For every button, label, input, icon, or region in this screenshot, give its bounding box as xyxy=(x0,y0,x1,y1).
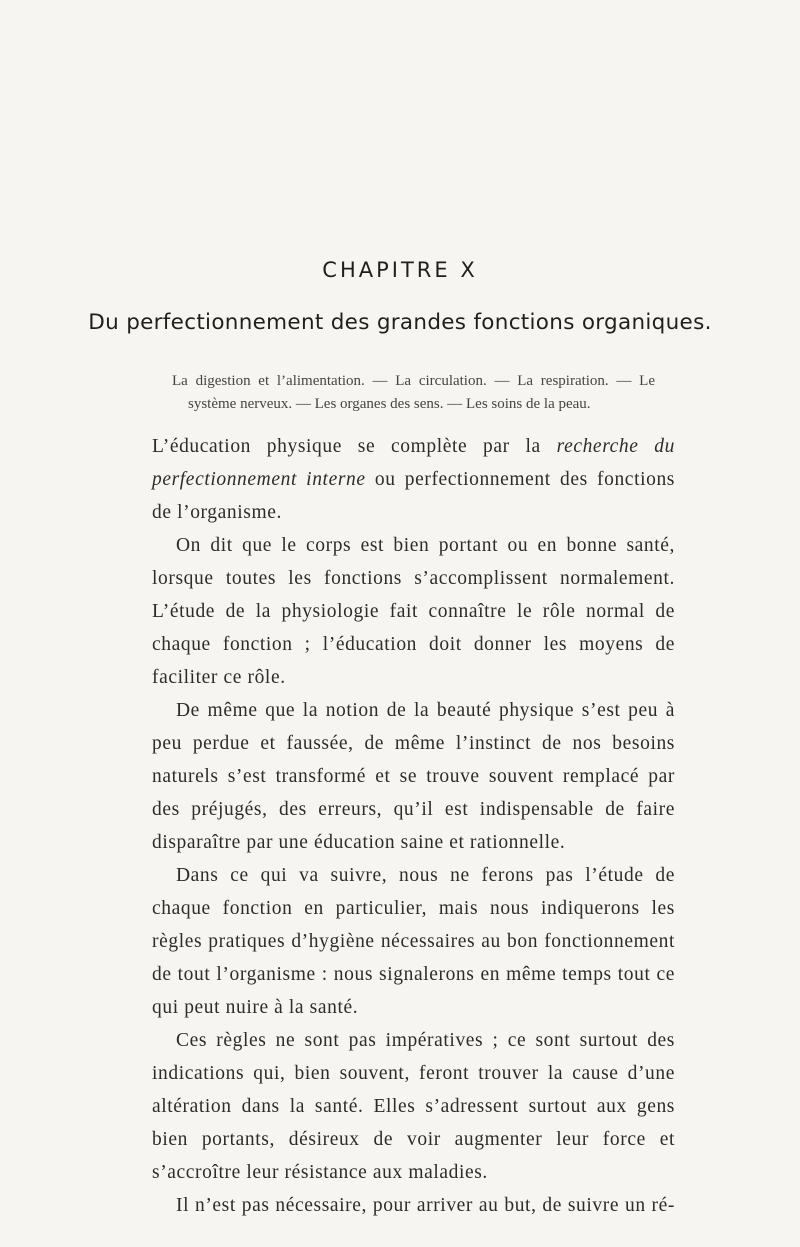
chapter-summary: La digestion et l’alimentation. — La circulation. — La respiration. — Le système nerveux. — Les organes des sens. — Les soins de la peau. xyxy=(172,373,655,412)
chapter-body xyxy=(152,430,675,1222)
paragraph-2: On dit que le corps est bien portant ou en bonne santé, lorsque toutes les fonctions s’accomplissent normalement. L’étude de la physiologie fait connaître le rôle normal de chaque fonction ; l’éducation doit donner les moyens de faciliter ce rôle. xyxy=(152,535,675,688)
paragraph-1-emphasis: recherche du perfectionnement interne xyxy=(152,436,675,490)
paragraph-1-after: ou perfectionnement des fonctions de l’organisme. xyxy=(152,469,675,523)
chapter-label: CHAPITRE X xyxy=(322,258,478,282)
paragraph-3: De même que la notion de la beauté physique s’est peu à peu perdue et faussée, de même l’instinct de nos besoins naturels s’est transformé et se trouve souvent remplacé par des préjugés, des erreurs, qu’il est indispensable de faire disparaître par une éducation saine et rationnelle. xyxy=(152,700,675,853)
paragraph-6: Il n’est pas nécessaire, pour arriver au but, de suivre un ré- xyxy=(176,1195,675,1216)
paragraph-1 xyxy=(152,430,675,529)
chapter-title: Du perfectionnement des grandes fonctions organiques. xyxy=(88,310,712,335)
paragraph-4: Dans ce qui va suivre, nous ne ferons pas l’étude de chaque fonction en particulier, mais nous indiquerons les règles pratiques d’hygiène nécessaires au bon fonctionnement de tout l’organisme : nous signalerons en même temps tout ce qui peut nuire à la santé. xyxy=(152,865,675,1018)
paragraph-5: Ces règles ne sont pas impératives ; ce sont surtout des indications qui, bien souvent, feront trouver la cause d’une altération dans la santé. Elles s’adressent surtout aux gens bien portants, désireux de voir augmenter leur force et s’accroître leur résistance aux maladies. xyxy=(152,1030,675,1183)
paragraph-1-before: L’éducation physique se complète par la xyxy=(152,436,557,457)
